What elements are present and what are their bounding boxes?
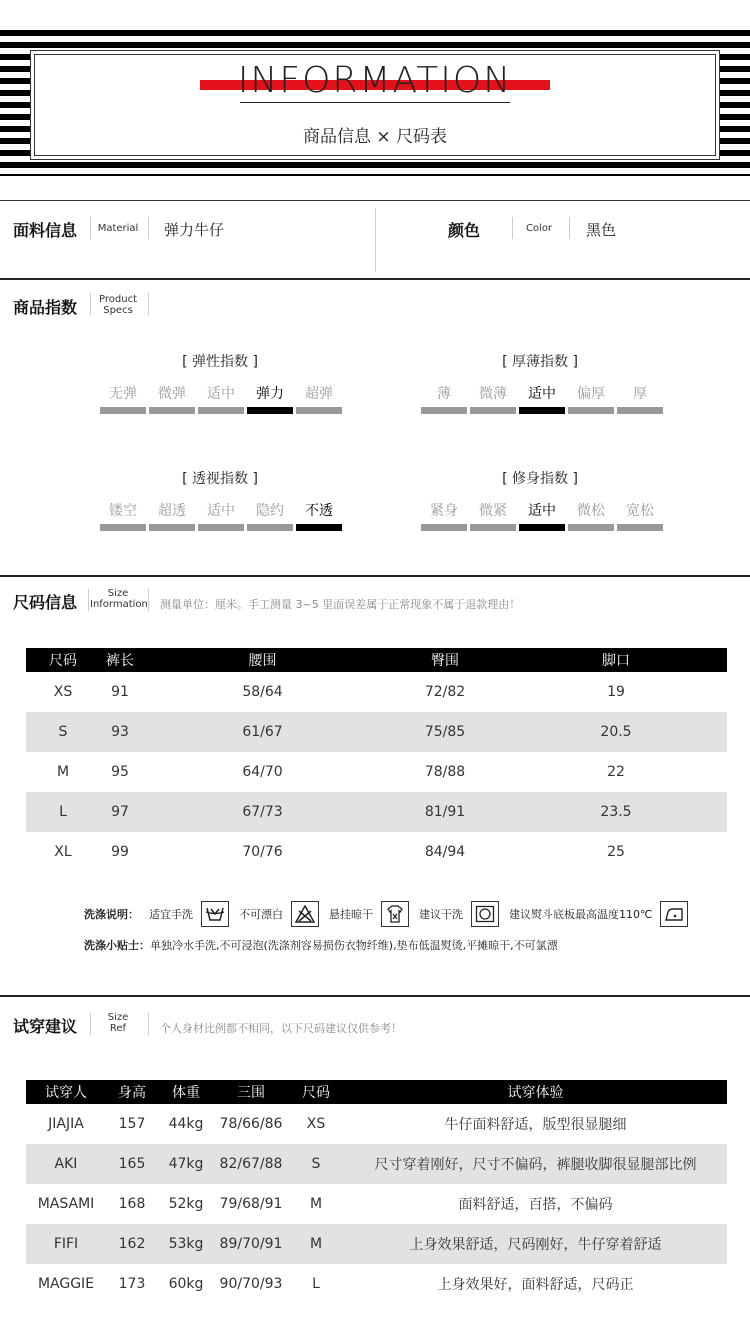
scale-option-label: 紧身 [430, 503, 458, 519]
table-cell: 78/66/86 [219, 1116, 283, 1132]
scale-option [100, 501, 146, 531]
scale-option-label: 微紧 [479, 503, 507, 519]
header-cell: 裤长 [100, 648, 140, 672]
no-bleach-icon [291, 901, 319, 927]
scale-option [568, 501, 614, 531]
scale-option-label: 镂空 [109, 503, 137, 519]
scale-bar [470, 524, 516, 531]
scale-option [247, 384, 293, 414]
table-cell: 尺寸穿着刚好，尺寸不偏码，裤腿收脚很显腿部比例 [344, 1144, 727, 1184]
header-cell: 体重 [158, 1080, 214, 1104]
scale-bar [149, 407, 195, 414]
scale-option-label: 适中 [207, 503, 235, 519]
scale-bar [421, 407, 467, 414]
scale-option-label: 超弹 [305, 386, 333, 402]
scale-option-label: 超透 [158, 503, 186, 519]
scale-bar [470, 407, 516, 414]
header-cell: 试穿人 [26, 1080, 106, 1104]
scale-option [470, 384, 516, 414]
iron-icon [660, 901, 688, 927]
table-cell: 173 [118, 1276, 146, 1292]
separator [90, 1013, 91, 1035]
material-value: 弹力牛仔 [164, 221, 225, 239]
table-cell: 97 [100, 792, 140, 832]
separator [148, 217, 149, 239]
table-cell: 165 [106, 1144, 158, 1184]
material-label: 面料信息 [13, 221, 78, 240]
scale-option-label: 厚 [633, 386, 647, 402]
scale-bar [568, 524, 614, 531]
specs-label-en: Product Specs [99, 294, 137, 316]
color-label: 颜色 [448, 221, 481, 240]
scale-option-label: 微薄 [479, 386, 507, 402]
scale-bar-selected [519, 407, 565, 414]
fit-label-en: Size Ref [107, 1012, 129, 1034]
scale-option-label: 弹力 [256, 386, 284, 402]
scale-bar [247, 524, 293, 531]
fit-note: 个人身材比例都不相同，以下尺码建议仅供参考！ [160, 1022, 402, 1035]
scale-bar [421, 524, 467, 531]
scale-option [421, 384, 467, 414]
scale-option [198, 384, 244, 414]
elasticity-scale [100, 384, 342, 414]
scale-option [296, 384, 342, 414]
thickness-scale [421, 384, 663, 414]
scale-option-label: 薄 [437, 386, 451, 402]
table-cell: M [56, 764, 70, 780]
scale-option-label: 偏厚 [577, 386, 605, 402]
table-row [26, 1184, 727, 1224]
table-row [26, 712, 727, 752]
thickness-index-title: [ 厚薄指数 ] [502, 354, 578, 370]
separator [512, 217, 513, 239]
table-row [26, 832, 727, 872]
scale-bar [198, 407, 244, 414]
scale-option [421, 501, 467, 531]
scale-option-label: 隐约 [256, 503, 284, 519]
table-row [26, 1224, 727, 1264]
wash-item: 适宜手洗 [149, 908, 193, 921]
scale-option [296, 501, 342, 531]
table-cell: 上身效果好，面料舒适，尺码正 [437, 1277, 634, 1293]
scale-option-label: 不透 [305, 503, 333, 519]
material-label-en: Material [97, 223, 139, 234]
table-cell: 58/64 [242, 684, 283, 700]
table-row [26, 1104, 727, 1144]
wash-item: 建议干洗 [419, 908, 463, 921]
scale-option [519, 501, 565, 531]
header-cell: 臀围 [385, 648, 505, 672]
specs-label: 商品指数 [13, 298, 78, 317]
table-cell: 162 [106, 1224, 158, 1264]
table-cell: 81/91 [385, 792, 505, 832]
header-cell: 尺码 [26, 648, 100, 672]
table-row [26, 1264, 727, 1304]
wash-tip-label: 洗涤小贴士： [84, 939, 150, 952]
header-cell: 身高 [106, 1080, 158, 1104]
table-cell: L [312, 1276, 320, 1292]
table-cell: 23.5 [505, 792, 727, 832]
table-cell: 91 [111, 684, 129, 700]
page-title: INFORMATION [237, 60, 513, 101]
scale-option [617, 384, 663, 414]
fit-label: 试穿建议 [13, 1017, 78, 1036]
table-cell: 牛仔面料舒适，版型很显腿细 [444, 1117, 627, 1133]
scale-bar [296, 407, 342, 414]
separator [90, 217, 91, 239]
scale-option-label: 适中 [528, 503, 556, 519]
divider [0, 200, 750, 201]
table-cell: 19 [607, 684, 625, 700]
table-cell: 25 [607, 844, 625, 860]
column-divider [375, 208, 376, 272]
table-cell: 89/70/91 [214, 1224, 288, 1264]
scale-option-label: 微弹 [158, 386, 186, 402]
table-cell: 52kg [168, 1196, 204, 1212]
transparency-scale [100, 501, 342, 531]
separator [148, 1013, 149, 1035]
table-cell: FIFI [26, 1224, 106, 1264]
header-cell: 腰围 [140, 648, 385, 672]
scale-bar [100, 524, 146, 531]
table-cell: 84/94 [424, 844, 466, 860]
scale-option-label: 适中 [207, 386, 235, 402]
table-cell: 168 [118, 1196, 146, 1212]
wash-tip [84, 937, 558, 953]
wash-tip-text: 单独冷水手洗,不可浸泡(洗涤剂容易损伤衣物纤维),垫布低温熨烫,平摊晾干,不可氯漂 [150, 939, 558, 952]
scale-option [470, 501, 516, 531]
scale-option [149, 501, 195, 531]
table-cell: 90/70/93 [219, 1276, 283, 1292]
scale-option [100, 384, 146, 414]
separator [148, 589, 149, 611]
table-cell: MASAMI [37, 1196, 95, 1212]
scale-bar [198, 524, 244, 531]
separator [88, 589, 89, 611]
table-cell: 78/88 [424, 764, 466, 780]
scale-bar-selected [296, 524, 342, 531]
table-cell: 47kg [158, 1144, 214, 1184]
table-cell: S [288, 1144, 344, 1184]
table-cell: MAGGIE [37, 1276, 95, 1292]
scale-option [568, 384, 614, 414]
table-cell: AKI [26, 1144, 106, 1184]
table-cell: XS [306, 1116, 326, 1132]
color-label-en: Color [525, 223, 553, 234]
table-cell: 20.5 [505, 712, 727, 752]
transparency-index-title: [ 透视指数 ] [182, 471, 258, 487]
table-cell: 67/73 [140, 792, 385, 832]
divider [0, 278, 750, 280]
table-cell: M [288, 1224, 344, 1264]
header-cell: 脚口 [505, 648, 727, 672]
scale-bar-selected [247, 407, 293, 414]
size-info-label: 尺码信息 [13, 593, 78, 612]
fit-table-header [26, 1080, 727, 1104]
table-cell: S [26, 712, 100, 752]
divider [0, 995, 750, 997]
hand-wash-icon [201, 901, 229, 927]
scale-bar [617, 407, 663, 414]
wash-item: 建议熨斗底板最高温度110℃ [509, 908, 653, 921]
table-cell: XS [53, 684, 73, 700]
separator [148, 293, 149, 315]
table-cell: 82/67/88 [214, 1144, 288, 1184]
header-cell: 尺码 [288, 1080, 344, 1104]
table-cell: 64/70 [242, 764, 283, 780]
scale-bar [100, 407, 146, 414]
table-cell: 70/76 [242, 844, 283, 860]
header-cell: 三围 [214, 1080, 288, 1104]
fit-table [26, 1080, 727, 1304]
size-note: 测量单位：厘米。手工测量 3~5 里面误差属于正常现象不属于退款理由！ [160, 598, 521, 611]
table-cell: 95 [111, 764, 129, 780]
wash-item: 不可漂白 [239, 908, 283, 921]
scale-option-label: 无弹 [109, 386, 137, 402]
scale-option-label: 宽松 [626, 503, 654, 519]
table-cell: 99 [111, 844, 129, 860]
scale-option [247, 501, 293, 531]
wash-instructions [84, 901, 698, 927]
scale-option-label: 微松 [577, 503, 605, 519]
fit-index-title: [ 修身指数 ] [502, 471, 578, 487]
page-subtitle: 商品信息 × 尺码表 [302, 127, 448, 147]
scale-option [198, 501, 244, 531]
hang-dry-icon [381, 901, 409, 927]
table-cell: L [26, 792, 100, 832]
size-table [26, 648, 727, 872]
size-info-label-en: Size Information [90, 588, 148, 610]
size-table-header [26, 648, 727, 672]
separator [90, 293, 91, 315]
header-cell: 试穿体验 [344, 1080, 727, 1104]
scale-bar [149, 524, 195, 531]
table-cell: 44kg [168, 1116, 204, 1132]
scale-option [519, 384, 565, 414]
wash-label: 洗涤说明： [84, 908, 139, 921]
scale-bar [568, 407, 614, 414]
table-cell: JIAJIA [48, 1116, 84, 1132]
table-cell: 面料舒适，百搭，不偏码 [458, 1197, 613, 1213]
separator [569, 217, 570, 239]
table-cell: XL [54, 844, 72, 860]
table-cell: M [309, 1196, 323, 1212]
table-row [26, 792, 727, 832]
scale-bar [617, 524, 663, 531]
color-value: 黑色 [586, 221, 617, 239]
divider [0, 575, 750, 577]
table-cell: 79/68/91 [219, 1196, 283, 1212]
scale-option [617, 501, 663, 531]
dry-clean-icon [471, 901, 499, 927]
fit-scale [421, 501, 663, 531]
table-cell: 60kg [168, 1276, 204, 1292]
elasticity-index-title: [ 弹性指数 ] [182, 354, 258, 370]
table-row [26, 752, 727, 792]
scale-option [149, 384, 195, 414]
table-cell: 72/82 [424, 684, 466, 700]
title-underline [240, 102, 510, 103]
table-cell: 61/67 [140, 712, 385, 752]
table-cell: 93 [100, 712, 140, 752]
table-cell: 75/85 [385, 712, 505, 752]
table-cell: 157 [118, 1116, 146, 1132]
scale-option-label: 适中 [528, 386, 556, 402]
wash-item: 悬挂晾干 [329, 908, 373, 921]
scale-bar-selected [519, 524, 565, 531]
table-cell: 53kg [158, 1224, 214, 1264]
table-row [26, 672, 727, 712]
table-cell: 上身效果舒适，尺码刚好，牛仔穿着舒适 [344, 1224, 727, 1264]
table-row [26, 1144, 727, 1184]
table-cell: 22 [607, 764, 625, 780]
